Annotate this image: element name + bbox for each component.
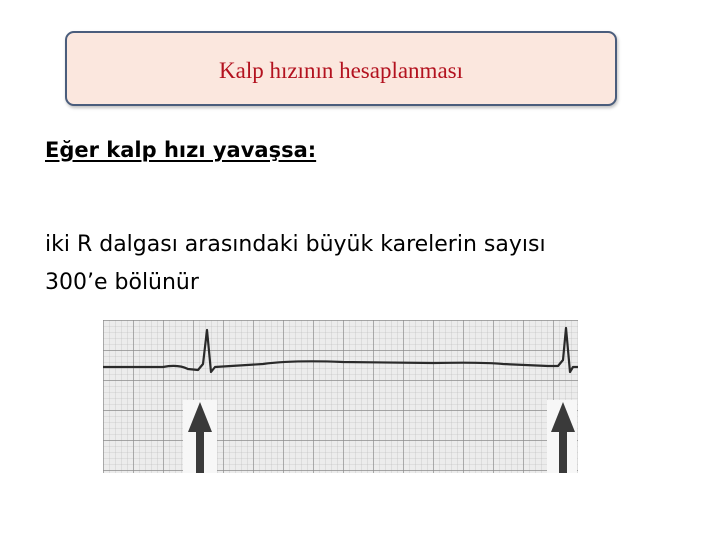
body-line-2: 300’e bölünür [45, 270, 199, 295]
body-line-1: iki R dalgası arasındaki büyük karelerin sayısı [45, 232, 546, 257]
title-box [65, 31, 617, 106]
slide-title: Kalp hızının hesaplanması [219, 57, 463, 83]
ecg-grid [103, 320, 578, 473]
ecg-strip-image [103, 320, 578, 473]
body-text [45, 226, 685, 302]
section-heading: Eğer kalp hızı yavaşsa: [45, 138, 317, 162]
